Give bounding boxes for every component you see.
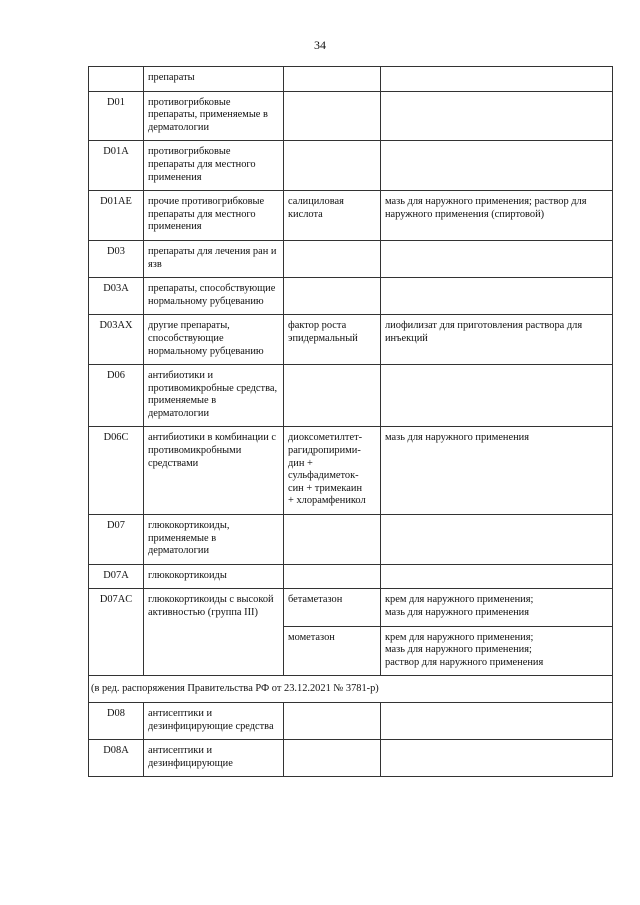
table-row — [89, 141, 613, 191]
anatomical-group-cell: препараты, способствующие нормальному рубцеванию — [144, 278, 284, 315]
dosage-form-cell — [381, 141, 613, 191]
dosage-form-cell — [381, 91, 613, 141]
table-row — [89, 427, 613, 515]
substance-cell — [284, 564, 381, 589]
table-row — [89, 740, 613, 777]
atc-code-cell: D01AE — [89, 191, 144, 241]
table-row — [89, 365, 613, 427]
amendment-note: (в ред. распоряжения Правительства РФ от 23.12.2021 № 3781-р) — [89, 676, 613, 703]
atc-code-cell: D07AC — [89, 589, 144, 676]
anatomical-group-cell: препараты для лечения ран и язв — [144, 240, 284, 277]
atc-code-cell — [89, 67, 144, 92]
drug-classification-table — [88, 66, 613, 777]
atc-code-cell: D06 — [89, 365, 144, 427]
dosage-form-cell: мазь для наружного применения; раствор для наружного применения (спиртовой) — [381, 191, 613, 241]
atc-code-cell: D03 — [89, 240, 144, 277]
anatomical-group-cell: глюкокортикоиды, применяемые в дерматологии — [144, 515, 284, 565]
atc-code-cell: D08A — [89, 740, 144, 777]
substance-cell — [284, 91, 381, 141]
anatomical-group-cell: антибиотики и противомикробные средства, применяемые в дерматологии — [144, 365, 284, 427]
dosage-form-cell — [381, 702, 613, 739]
substance-cell — [284, 365, 381, 427]
dosage-form-cell — [381, 240, 613, 277]
substance-cell — [284, 141, 381, 191]
table-row — [89, 589, 613, 626]
table-row — [89, 278, 613, 315]
amendment-row — [89, 676, 613, 703]
dosage-form-cell — [381, 278, 613, 315]
atc-code-cell: D01A — [89, 141, 144, 191]
atc-code-cell: D01 — [89, 91, 144, 141]
dosage-form-cell: мазь для наружного применения — [381, 427, 613, 515]
table-row — [89, 240, 613, 277]
substance-cell: фактор роста эпидермальный — [284, 315, 381, 365]
substance-cell — [284, 515, 381, 565]
anatomical-group-cell: глюкокортикоиды — [144, 564, 284, 589]
substance-cell — [284, 67, 381, 92]
anatomical-group-cell: антибиотики в комбинации с противомикробными средствами — [144, 427, 284, 515]
anatomical-group-cell: прочие противогрибковые препараты для местного применения — [144, 191, 284, 241]
dosage-form-cell — [381, 740, 613, 777]
table-row — [89, 67, 613, 92]
atc-code-cell: D03AX — [89, 315, 144, 365]
page-number: 34 — [314, 38, 326, 52]
table-row — [89, 315, 613, 365]
table-row — [89, 564, 613, 589]
dosage-form-cell — [381, 515, 613, 565]
anatomical-group-cell: антисептики и дезинфицирующие средства — [144, 702, 284, 739]
atc-code-cell: D06C — [89, 427, 144, 515]
substance-cell — [284, 240, 381, 277]
substance-cell: мометазон — [284, 626, 381, 676]
atc-code-cell: D07A — [89, 564, 144, 589]
dosage-form-cell: лиофилизат для приготовления раствора для инъекций — [381, 315, 613, 365]
dosage-form-cell — [381, 365, 613, 427]
table-row — [89, 91, 613, 141]
anatomical-group-cell: препараты — [144, 67, 284, 92]
anatomical-group-cell: другие препараты, способствующие нормальному рубцеванию — [144, 315, 284, 365]
dosage-form-cell — [381, 564, 613, 589]
substance-cell — [284, 702, 381, 739]
dosage-form-cell: крем для наружного применения; мазь для наружного применения; раствор для наружного применения — [381, 626, 613, 676]
anatomical-group-cell: противогрибковые препараты, применяемые в дерматологии — [144, 91, 284, 141]
substance-cell: салициловая кислота — [284, 191, 381, 241]
dosage-form-cell — [381, 67, 613, 92]
substance-cell: бетаметазон — [284, 589, 381, 626]
atc-code-cell: D08 — [89, 702, 144, 739]
table-row — [89, 702, 613, 739]
dosage-form-cell: крем для наружного применения; мазь для наружного применения — [381, 589, 613, 626]
anatomical-group-cell: глюкокортикоиды с высокой активностью (группа III) — [144, 589, 284, 676]
anatomical-group-cell: противогрибковые препараты для местного применения — [144, 141, 284, 191]
atc-code-cell: D07 — [89, 515, 144, 565]
anatomical-group-cell: антисептики и дезинфицирующие — [144, 740, 284, 777]
substance-cell — [284, 740, 381, 777]
table-row — [89, 191, 613, 241]
substance-cell — [284, 278, 381, 315]
atc-code-cell: D03A — [89, 278, 144, 315]
table-row — [89, 515, 613, 565]
substance-cell: диоксометилтет- рагидропирими- дин + сульфадиметок- син + тримекаин + хлорамфеникол — [284, 427, 381, 515]
